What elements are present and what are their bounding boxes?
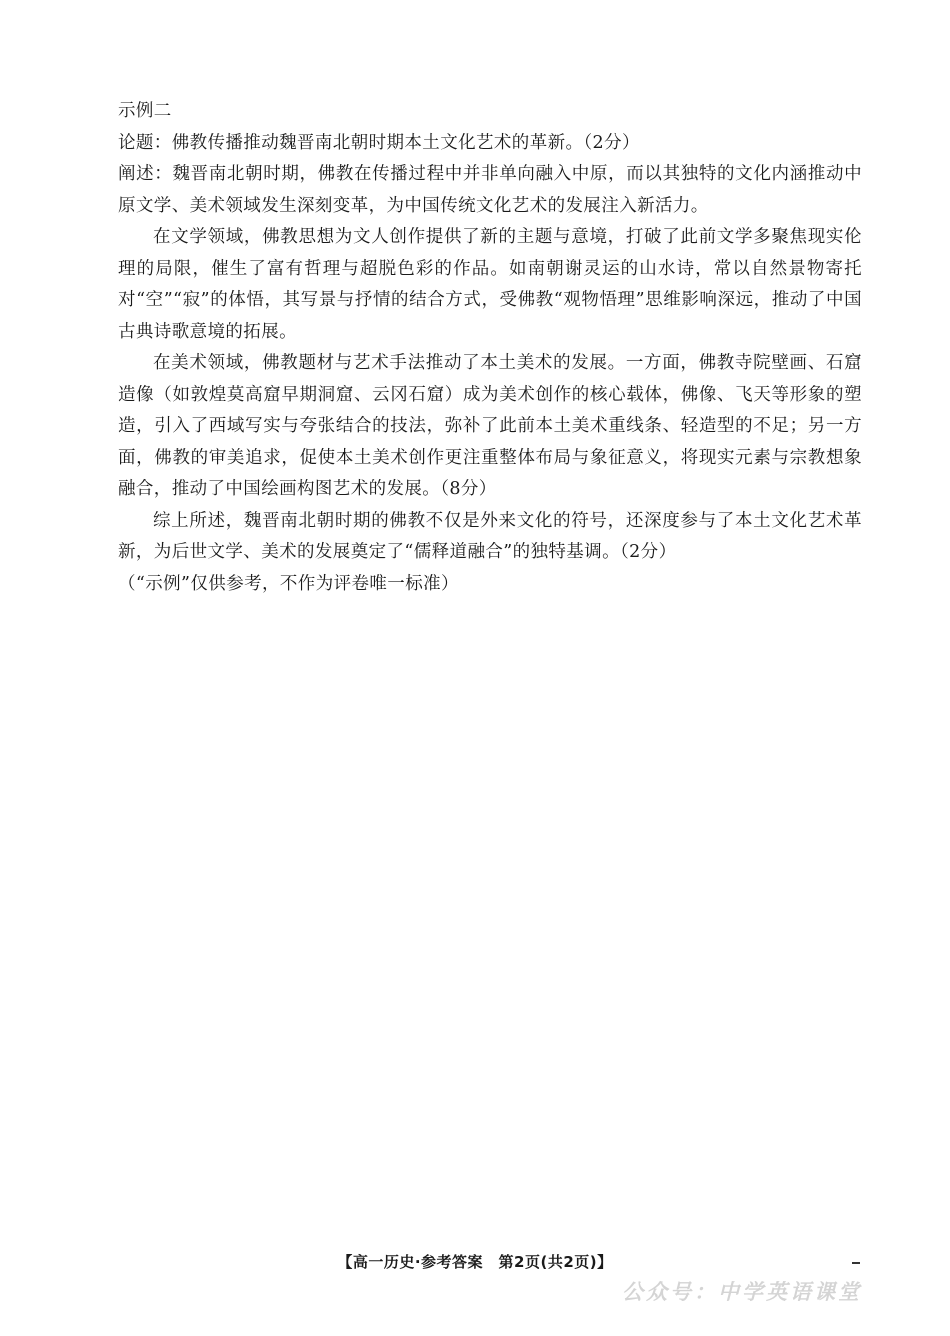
reference-note: （“示例”仅供参考，不作为评卷唯一标准） [118,573,459,594]
answer-content [118,96,862,600]
intro-paragraph: 阐述：魏晋南北朝时期，佛教在传播过程中并非单向融入中原，而以其独特的文化内涵推动中原文学、美术领域发生深刻变革，为中国传统文化艺术的发展注入新活力。 [118,164,862,216]
example-heading: 示例二 [118,101,172,121]
thesis-line: 论题：佛教传播推动魏晋南北朝时期本土文化艺术的革新。（2分） [118,132,640,153]
page-footer: 【高一历史·参考答案 第2页(共2页)】 [337,1253,613,1271]
literature-paragraph: 在文学领域，佛教思想为文人创作提供了新的主题与意境，打破了此前文学多聚焦现实伦理的局限，催生了富有哲理与超脱色彩的作品。如南朝谢灵运的山水诗，常以自然景物寄托对“空”“寂”的体悟，其写景与抒情的结合方式，受佛教“观物悟理”思维影响深远，推动了中国古典诗歌意境的拓展。 [118,227,862,342]
art-paragraph: 在美术领域，佛教题材与艺术手法推动了本土美术的发展。一方面，佛教寺院壁画、石窟造像（如敦煌莫高窟早期洞窟、云冈石窟）成为美术创作的核心载体，佛像、飞天等形象的塑造，引入了西域写实与夸张结合的技法，弥补了此前本土美术重线条、轻造型的不足；另一方面，佛教的审美追求，促使本土美术创作更注重整体布局与象征意义，将现实元素与宗教想象融合，推动了中国绘画构图艺术的发展。（8分） [118,353,862,499]
conclusion-paragraph: 综上所述，魏晋南北朝时期的佛教不仅是外来文化的符号，还深度参与了本土文化艺术革新，为后世文学、美术的发展奠定了“儒释道融合”的独特基调。（2分） [118,510,862,562]
watermark: 公众号：中学英语课堂 [622,1280,862,1304]
footer-dash [852,1262,860,1264]
